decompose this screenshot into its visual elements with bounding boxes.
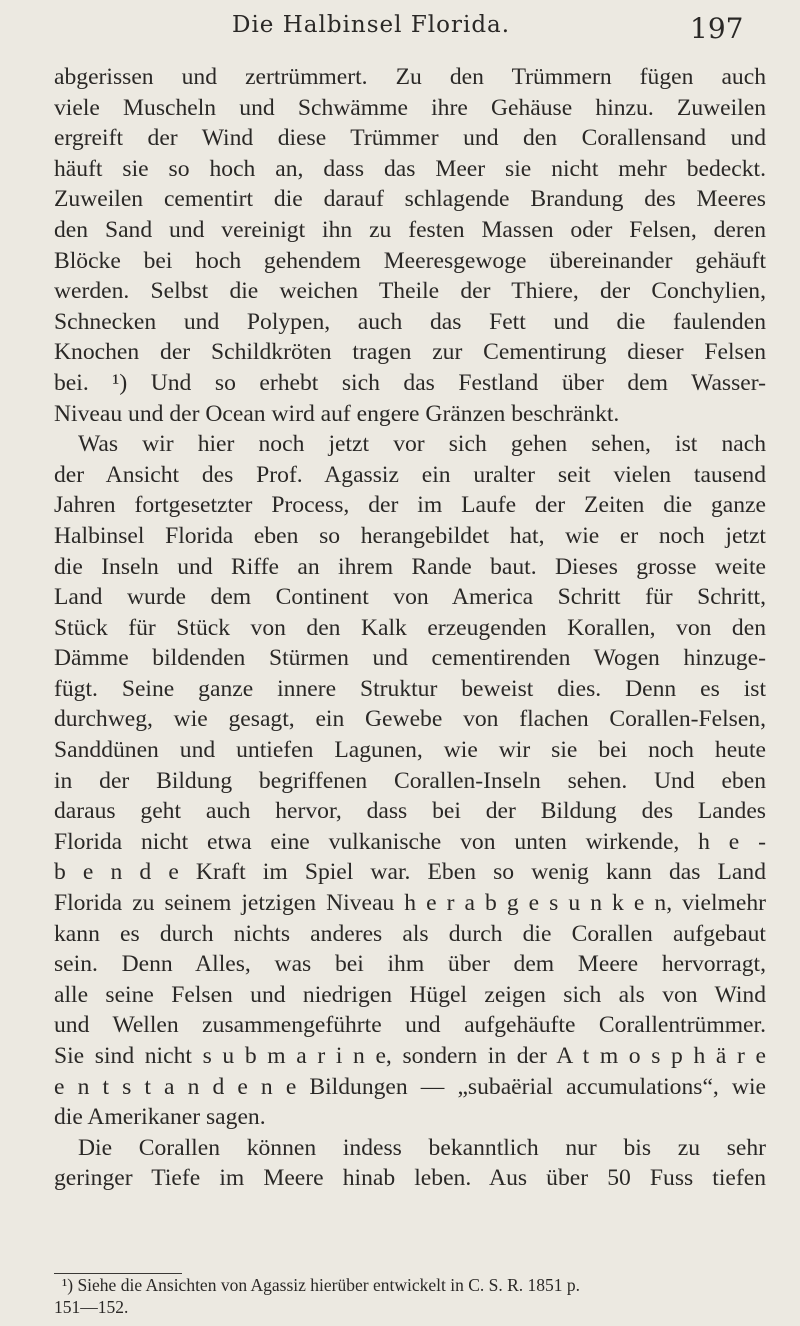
text-line: Knochen der Schildkröten tragen zur Cementirung dieser Felsen: [54, 339, 766, 366]
text-line: Schnecken und Polypen, auch das Fett und die faulenden: [54, 308, 766, 335]
text-line: Halbinsel Florida eben so herangebildet hat, wie er noch jetzt: [54, 522, 766, 549]
text-line: Sanddünen und untiefen Lagunen, wie wir sie bei noch heute: [54, 737, 766, 764]
text-line: e n t s t a n d e n e Bildungen — „subaërial accumulations“, wie: [54, 1073, 766, 1100]
text-line: sein. Denn Alles, was bei ihm über dem Meere hervorragt,: [54, 951, 766, 978]
text-line: Florida nicht etwa eine vulkanische von unten wirkende, h e -: [54, 828, 766, 855]
text-line: daraus geht auch hervor, dass bei der Bildung des Landes: [54, 798, 766, 825]
page-header: [0, 12, 800, 52]
text-line: Florida zu seinem jetzigen Niveau h e r a b g e s u n k e n, vielmehr: [54, 890, 766, 917]
footnote-divider: [54, 1273, 182, 1274]
text-line: Stück für Stück von den Kalk erzeugenden Korallen, von den: [54, 614, 766, 641]
text-line: b e n d e Kraft im Spiel war. Eben so wenig kann das Land: [54, 859, 766, 886]
footnotes: [54, 1275, 766, 1318]
text-line: die Amerikaner sagen.: [54, 1104, 266, 1131]
text-line: Dämme bildenden Stürmen und cementirenden Wogen hinzuge-: [54, 645, 766, 672]
text-line: alle seine Felsen und niedrigen Hügel zeigen sich als von Wind: [54, 981, 766, 1008]
text-line: Was wir hier noch jetzt vor sich gehen sehen, ist nach: [78, 431, 766, 458]
text-line: kann es durch nichts anderes als durch die Corallen aufgebaut: [54, 920, 766, 947]
text-line: Zuweilen cementirt die darauf schlagende Brandung des Meeres: [54, 186, 766, 213]
text-line: den Sand und vereinigt ihn zu festen Massen oder Felsen, deren: [54, 216, 766, 243]
text-line: geringer Tiefe im Meere hinab leben. Aus über 50 Fuss tiefen: [54, 1165, 766, 1192]
footnote-line: ¹) Siehe die Ansichten von Agassiz hierüber entwickelt in C. S. R. 1851 p.: [62, 1275, 581, 1295]
text-line: viele Muscheln und Schwämme ihre Gehäuse hinzu. Zuweilen: [54, 94, 766, 121]
text-line: bei. ¹) Und so erhebt sich das Festland über dem Wasser-: [54, 369, 766, 396]
text-line: häuft sie so hoch an, dass das Meer sie nicht mehr bedeckt.: [54, 155, 766, 182]
text-line: Land wurde dem Continent von America Schritt für Schritt,: [54, 584, 766, 611]
text-line: abgerissen und zertrümmert. Zu den Trümmern fügen auch: [54, 64, 766, 90]
text-line: die Inseln und Riffe an ihrem Rande baut. Dieses grosse weite: [54, 553, 766, 580]
text-line: Die Corallen können indess bekanntlich nur bis zu sehr: [78, 1134, 766, 1161]
body-text: [54, 62, 766, 1194]
text-line: Sie sind nicht s u b m a r i n e, sondern in der A t m o s p h ä r e: [54, 1043, 766, 1069]
text-line: der Ansicht des Prof. Agassiz ein uralter seit vielen tausend: [54, 461, 766, 488]
text-line: in der Bildung begriffenen Corallen-Inseln sehen. Und eben: [54, 767, 766, 794]
text-line: fügt. Seine ganze innere Struktur beweist dies. Denn es ist: [54, 675, 766, 702]
running-title: Die Halbinsel Florida.: [232, 12, 511, 38]
text-line: ergreift der Wind diese Trümmer und den Corallensand und: [54, 125, 766, 152]
text-line: Blöcke bei hoch gehendem Meeresgewoge übereinander gehäuft: [54, 247, 766, 274]
footnote-line: 151—152.: [54, 1296, 129, 1317]
text-line: Jahren fortgesetzter Process, der im Laufe der Zeiten die ganze: [54, 492, 766, 519]
text-line: Niveau und der Ocean wird auf engere Gränzen beschränkt.: [54, 400, 620, 427]
page-number: 197: [690, 12, 744, 45]
text-line: und Wellen zusammengeführte und aufgehäufte Corallentrümmer.: [54, 1012, 766, 1039]
text-line: durchweg, wie gesagt, ein Gewebe von flachen Corallen-Felsen,: [54, 706, 766, 733]
text-line: werden. Selbst die weichen Theile der Thiere, der Conchylien,: [54, 278, 766, 305]
